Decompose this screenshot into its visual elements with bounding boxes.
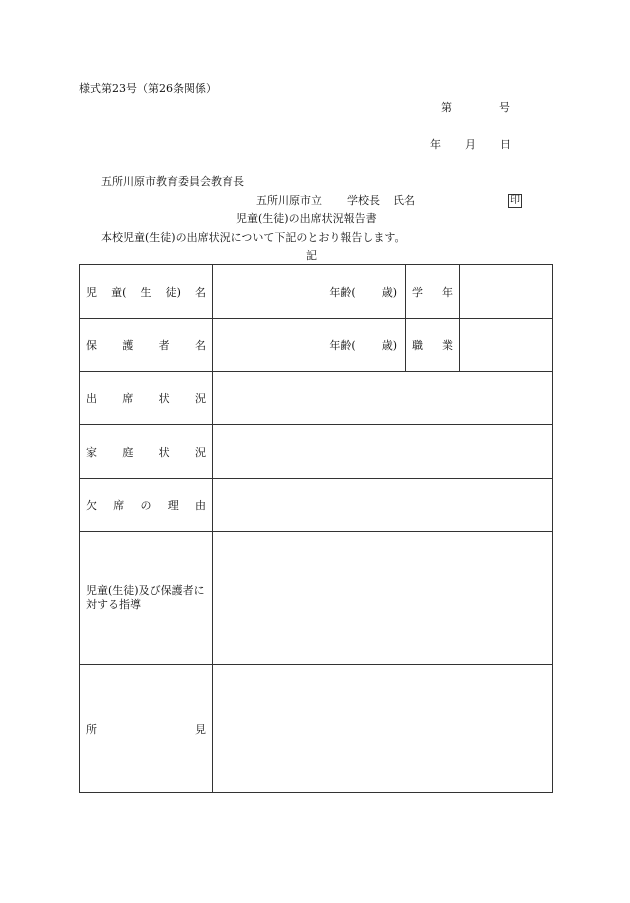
label-grade (406, 265, 460, 319)
child-name-field[interactable] (213, 265, 406, 319)
label-char: 理 (167, 499, 179, 512)
absence-reason-field[interactable] (213, 479, 553, 532)
seal-icon: 印 (510, 195, 520, 206)
attendance-field[interactable] (213, 372, 553, 425)
grade-field[interactable] (460, 265, 553, 319)
addressee: 五所川原市教育委員会教育長 (101, 175, 244, 188)
label-guardian (80, 319, 213, 372)
label-char: 生 (140, 285, 152, 299)
row-opinion (80, 665, 553, 793)
row-child-name (80, 265, 553, 319)
issue-number-prefix: 第 (441, 101, 452, 114)
label-char: 席 (122, 392, 134, 405)
label-char: 家 (86, 445, 97, 459)
label-char: 況 (194, 445, 206, 459)
label-char: 所 (86, 722, 97, 736)
label-guidance: 児童(生徒)及び保護者に対する指導 (80, 532, 213, 665)
age-label-open: 年齢( (329, 285, 356, 299)
opinion-field[interactable] (213, 665, 553, 793)
intro-text: 本校児童(生徒)の出席状況について下記のとおり報告します。 (101, 231, 406, 244)
sender-school: 五所川原市立 (256, 194, 322, 207)
guardian-age (213, 337, 405, 353)
family-field[interactable] (213, 425, 553, 479)
label-char: 由 (195, 499, 206, 512)
label-char: 学 (412, 285, 423, 299)
document-title: 児童(生徒)の出席状況報告書 (236, 212, 377, 225)
label-char: 名 (194, 285, 206, 299)
label-char: 護 (122, 339, 134, 352)
date-year: 年 (430, 138, 441, 151)
age-label-close: 歳) (381, 339, 397, 352)
row-guidance (80, 532, 553, 665)
label-char: 徒) (165, 285, 181, 299)
label-char: 年 (442, 285, 453, 299)
label-absence-reason (80, 479, 213, 532)
label-child-name (80, 265, 213, 319)
row-attendance (80, 372, 553, 425)
row-guardian (80, 319, 553, 372)
date-month: 月 (465, 138, 476, 151)
ki-label: 記 (306, 249, 317, 262)
label-char: 名 (194, 339, 206, 352)
guardian-name-field[interactable] (213, 319, 406, 372)
occupation-field[interactable] (460, 319, 553, 372)
label-char: 見 (195, 722, 206, 736)
label-char: 保 (86, 339, 97, 352)
label-family (80, 425, 213, 479)
label-char: 欠 (86, 499, 97, 512)
sender-principal: 学校長 (347, 194, 380, 207)
age-label-open: 年齢( (329, 339, 356, 352)
age-label-close: 歳) (381, 285, 397, 299)
label-char: 童( (111, 285, 127, 299)
label-opinion (80, 665, 213, 793)
label-char: 出 (86, 392, 97, 405)
sender-name-label: 氏名 (393, 194, 415, 207)
label-char: 児 (86, 285, 97, 299)
label-char: 況 (194, 392, 206, 405)
label-char: 職 (412, 339, 423, 352)
report-table (79, 264, 553, 793)
label-occupation (406, 319, 460, 372)
label-char: の (140, 499, 152, 512)
guidance-field[interactable] (213, 532, 553, 665)
row-absence-reason (80, 479, 553, 532)
label-char: 席 (113, 499, 125, 512)
form-number: 様式第23号（第26条関係） (79, 82, 217, 95)
date-day: 日 (500, 138, 511, 151)
issue-number-suffix: 号 (499, 101, 510, 114)
label-char: 状 (158, 392, 170, 405)
row-family (80, 425, 553, 479)
label-attendance (80, 372, 213, 425)
label-char: 庭 (122, 445, 134, 459)
label-char: 状 (158, 445, 170, 459)
label-char: 者 (158, 339, 170, 352)
child-age (213, 284, 405, 300)
label-char: 業 (442, 339, 453, 352)
seal-mark (508, 193, 522, 208)
